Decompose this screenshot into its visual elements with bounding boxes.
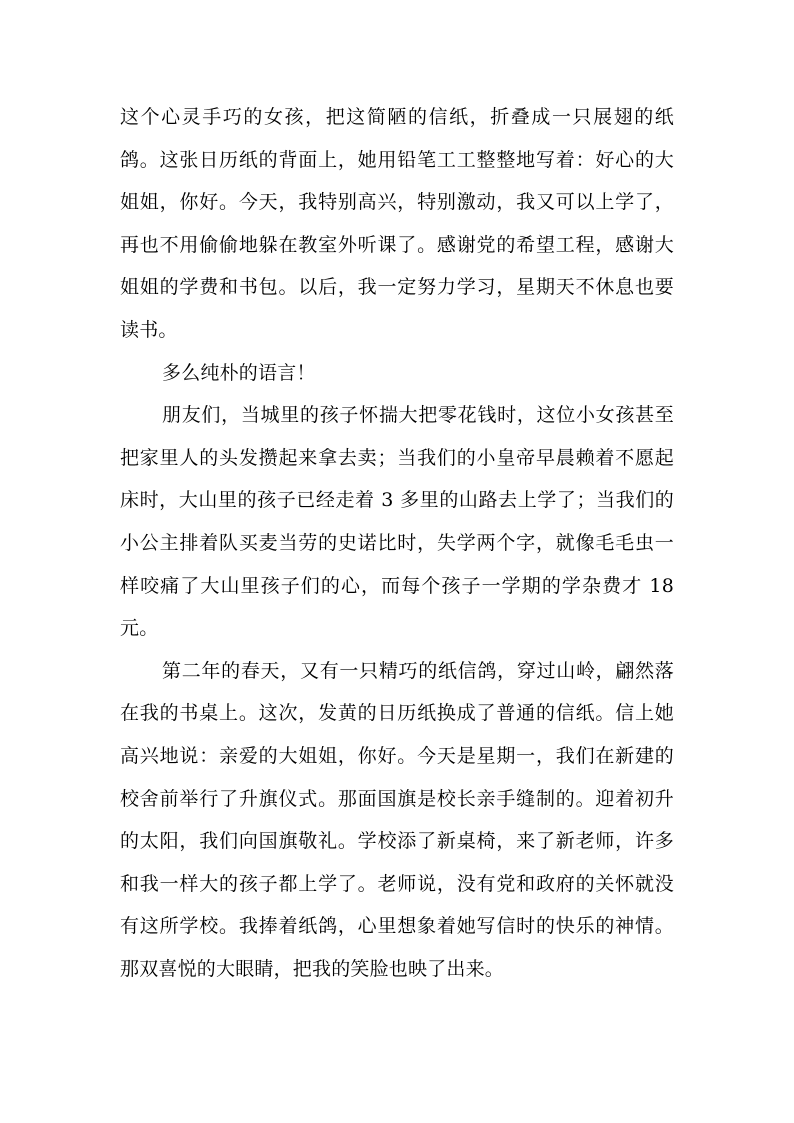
paragraph-friends: 朋友们，当城里的孩子怀揣大把零花钱时，这位小女孩甚至把家里人的头发攒起来拿去卖；当我们的小皇帝早晨赖着不愿起床时，大山里的孩子已经走着 3 多里的山路去上学了；当我们的小公主排着队买麦当劳的史诺比时，失学两个字，就像毛毛虫一样咬痛了大山里孩子们的心，而每个孩子一学期的学杂费才 18 元。: [120, 404, 674, 640]
document-body: [120, 96, 674, 990]
paragraph-exclamation: 多么纯朴的语言！: [162, 361, 316, 384]
paragraph-second-spring: 第二年的春天，又有一只精巧的纸信鸽，穿过山岭，翩然落在我的书桌上。这次，发黄的日历纸换成了普通的信纸。信上她高兴地说：亲爱的大姐姐，你好。今天是星期一，我们在新建的校舍前举行了升旗仪式。那面国旗是校长亲手缝制的。迎着初升的太阳，我们向国旗敬礼。学校添了新桌椅，来了新老师，许多和我一样大的孩子都上学了。老师说，没有党和政府的关怀就没有这所学校。我捧着纸鸽，心里想象着她写信时的快乐的神情。那双喜悦的大眼睛，把我的笑脸也映了出来。: [120, 659, 674, 980]
paragraph-continuation: 这个心灵手巧的女孩，把这简陋的信纸，折叠成一只展翅的纸鸽。这张日历纸的背面上，她用铅笔工工整整地写着：好心的大姐姐，你好。今天，我特别高兴，特别激动，我又可以上学了，再也不用偷偷地躲在教室外听课了。感谢党的希望工程，感谢大姐姐的学费和书包。以后，我一定努力学习，星期天不休息也要读书。: [120, 106, 674, 341]
